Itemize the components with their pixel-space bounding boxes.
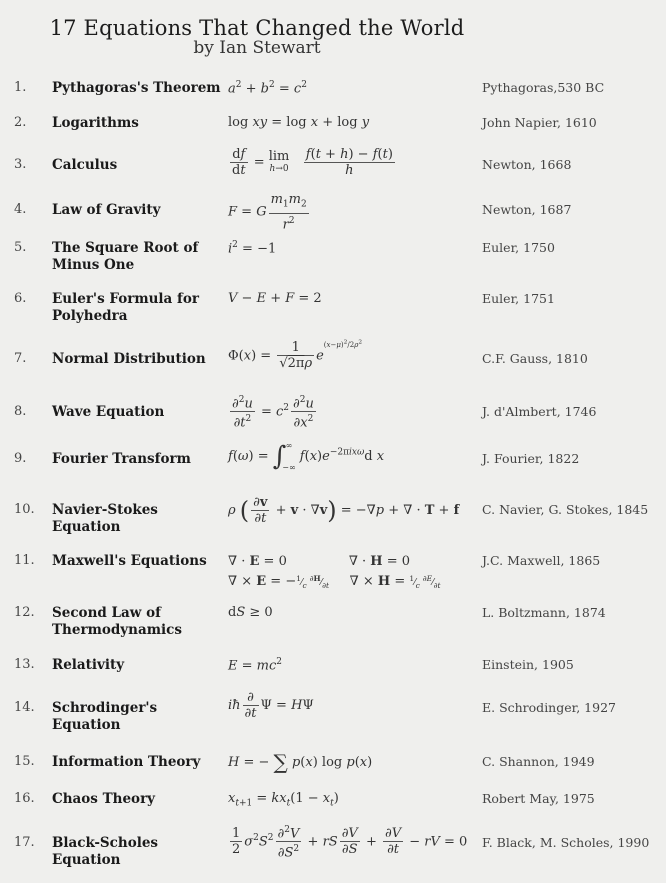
row-number: 11. xyxy=(14,553,35,568)
row-number: 14. xyxy=(14,700,35,715)
page-title: 17 Equations That Changed the World xyxy=(49,16,465,40)
equation-credit: E. Schrodinger, 1927 xyxy=(482,700,616,715)
row-number: 2. xyxy=(14,115,27,130)
equation-name: Pythagoras's Theorem xyxy=(52,80,221,96)
equation-formula: $\frac{df}{dt}$ = lim h→0 $\frac{f(t + h) - f(t)}{h}$ xyxy=(232,147,393,178)
equation-name: The Square Root of Minus One xyxy=(52,240,199,273)
equation-formula: F = G $\frac{m_1m_2}{r^2}$ xyxy=(228,192,307,232)
equation-name: Law of Gravity xyxy=(52,202,161,218)
equation-credit: C. Navier, G. Stokes, 1845 xyxy=(482,502,649,517)
row-number: 16. xyxy=(14,791,35,806)
equation-credit: Robert May, 1975 xyxy=(482,791,595,806)
page-subtitle: by Ian Stewart xyxy=(193,38,321,58)
equation-name: Wave Equation xyxy=(52,404,165,420)
equation-formula: log xy = log x + log y xyxy=(228,115,370,130)
equation-credit: John Napier, 1610 xyxy=(482,115,597,130)
equation-credit: F. Black, M. Scholes, 1990 xyxy=(482,835,650,850)
equation-credit: C.F. Gauss, 1810 xyxy=(482,351,588,366)
equation-name: Calculus xyxy=(52,157,118,173)
equation-formula: $E = mc^2$ xyxy=(228,657,283,674)
row-number: 1. xyxy=(14,80,27,95)
equation-formula: Φ(x) = $\frac{1}{√2\pi\rho}$ $e^{(x-\mu)^2/2\rho^2}$ xyxy=(228,340,363,372)
equation-name: Information Theory xyxy=(52,754,201,770)
row-number: 3. xyxy=(14,157,27,172)
equation-credit: Euler, 1750 xyxy=(482,240,555,255)
equation-name: Euler's Formula for Polyhedra xyxy=(52,291,199,324)
equation-name: Normal Distribution xyxy=(52,351,206,367)
equation-credit: L. Boltzmann, 1874 xyxy=(482,605,606,620)
equation-name: Relativity xyxy=(52,657,125,673)
equation-formula: ρ ( $\frac{\partial v}{\partial t}$ + v · ∇v) = −∇p + ∇ · T + f xyxy=(228,495,460,526)
equation-name: Black-Scholes Equation xyxy=(52,835,159,868)
row-number: 9. xyxy=(14,451,27,466)
row-number: 17. xyxy=(14,835,35,850)
row-number: 10. xyxy=(14,502,35,517)
row-number: 5. xyxy=(14,240,27,255)
equation-formula: ∇ · E = 0 ∇ · H = 0 ∇ × $E = -^1⁄_c$ $^{\partial H}⁄_{\partial t}$ ∇ × $H = ^1⁄_c$ $^{\partial E}⁄_{\partial t}$ xyxy=(228,554,441,590)
equation-formula: H = − ∑ p(x) log p(x) xyxy=(228,750,373,774)
equation-formula: $a^2 + b^2 = c^2$ xyxy=(228,80,307,97)
equation-formula: $x_{t+1} = kx_t(1 - x_t)$ xyxy=(228,791,339,809)
equation-name: Logarithms xyxy=(52,115,139,131)
equation-name: Fourier Transform xyxy=(52,451,191,467)
equation-formula: $i^2 = -1$ xyxy=(228,240,277,257)
row-number: 6. xyxy=(14,291,27,306)
equation-credit: Euler, 1751 xyxy=(482,291,555,306)
row-number: 4. xyxy=(14,202,27,217)
row-number: 12. xyxy=(14,605,35,620)
equation-name: Maxwell's Equations xyxy=(52,553,207,569)
row-number: 15. xyxy=(14,754,35,769)
equation-credit: J. Fourier, 1822 xyxy=(482,451,580,466)
equation-formula: iħ $\frac{\partial}{\partial t}$ Ψ = HΨ xyxy=(228,690,314,721)
equation-formula: f(ω) = ∫∞ −∞ $f(x)e^{-2\pi ix\omega}d$ x xyxy=(228,441,385,472)
equation-credit: Newton, 1687 xyxy=(482,202,572,217)
equation-formula: dS ≥ 0 xyxy=(228,605,273,620)
equation-credit: C. Shannon, 1949 xyxy=(482,754,595,769)
equation-name: Chaos Theory xyxy=(52,791,156,807)
equation-credit: Einstein, 1905 xyxy=(482,657,574,672)
equation-name: Navier-Stokes Equation xyxy=(52,502,158,535)
row-number: 7. xyxy=(14,351,27,366)
equation-name: Second Law of Thermodynamics xyxy=(52,605,182,638)
row-number: 8. xyxy=(14,404,27,419)
equation-formula: $\frac{1}{2}$ $\sigma^2S^2$ $\frac{\partial^2V}{\partial S^2}$ + rS $\frac{\partial V}{\partial S}$ + $\frac{\partial V}{\partial t}$ − rV = 0 xyxy=(232,825,468,861)
equation-credit: Newton, 1668 xyxy=(482,157,572,172)
equation-formula: $\frac{\partial^2u}{\partial t^2}$ = $c^2$ $\frac{\partial^2u}{\partial x^2}$ xyxy=(232,395,314,431)
equation-name: Schrodinger's Equation xyxy=(52,700,158,733)
equation-credit: J. d'Almbert, 1746 xyxy=(482,404,597,419)
equation-credit: J.C. Maxwell, 1865 xyxy=(482,553,601,568)
row-number: 13. xyxy=(14,657,35,672)
equation-credit: Pythagoras,530 BC xyxy=(482,80,605,95)
equation-formula: V − E + F = 2 xyxy=(228,291,322,306)
